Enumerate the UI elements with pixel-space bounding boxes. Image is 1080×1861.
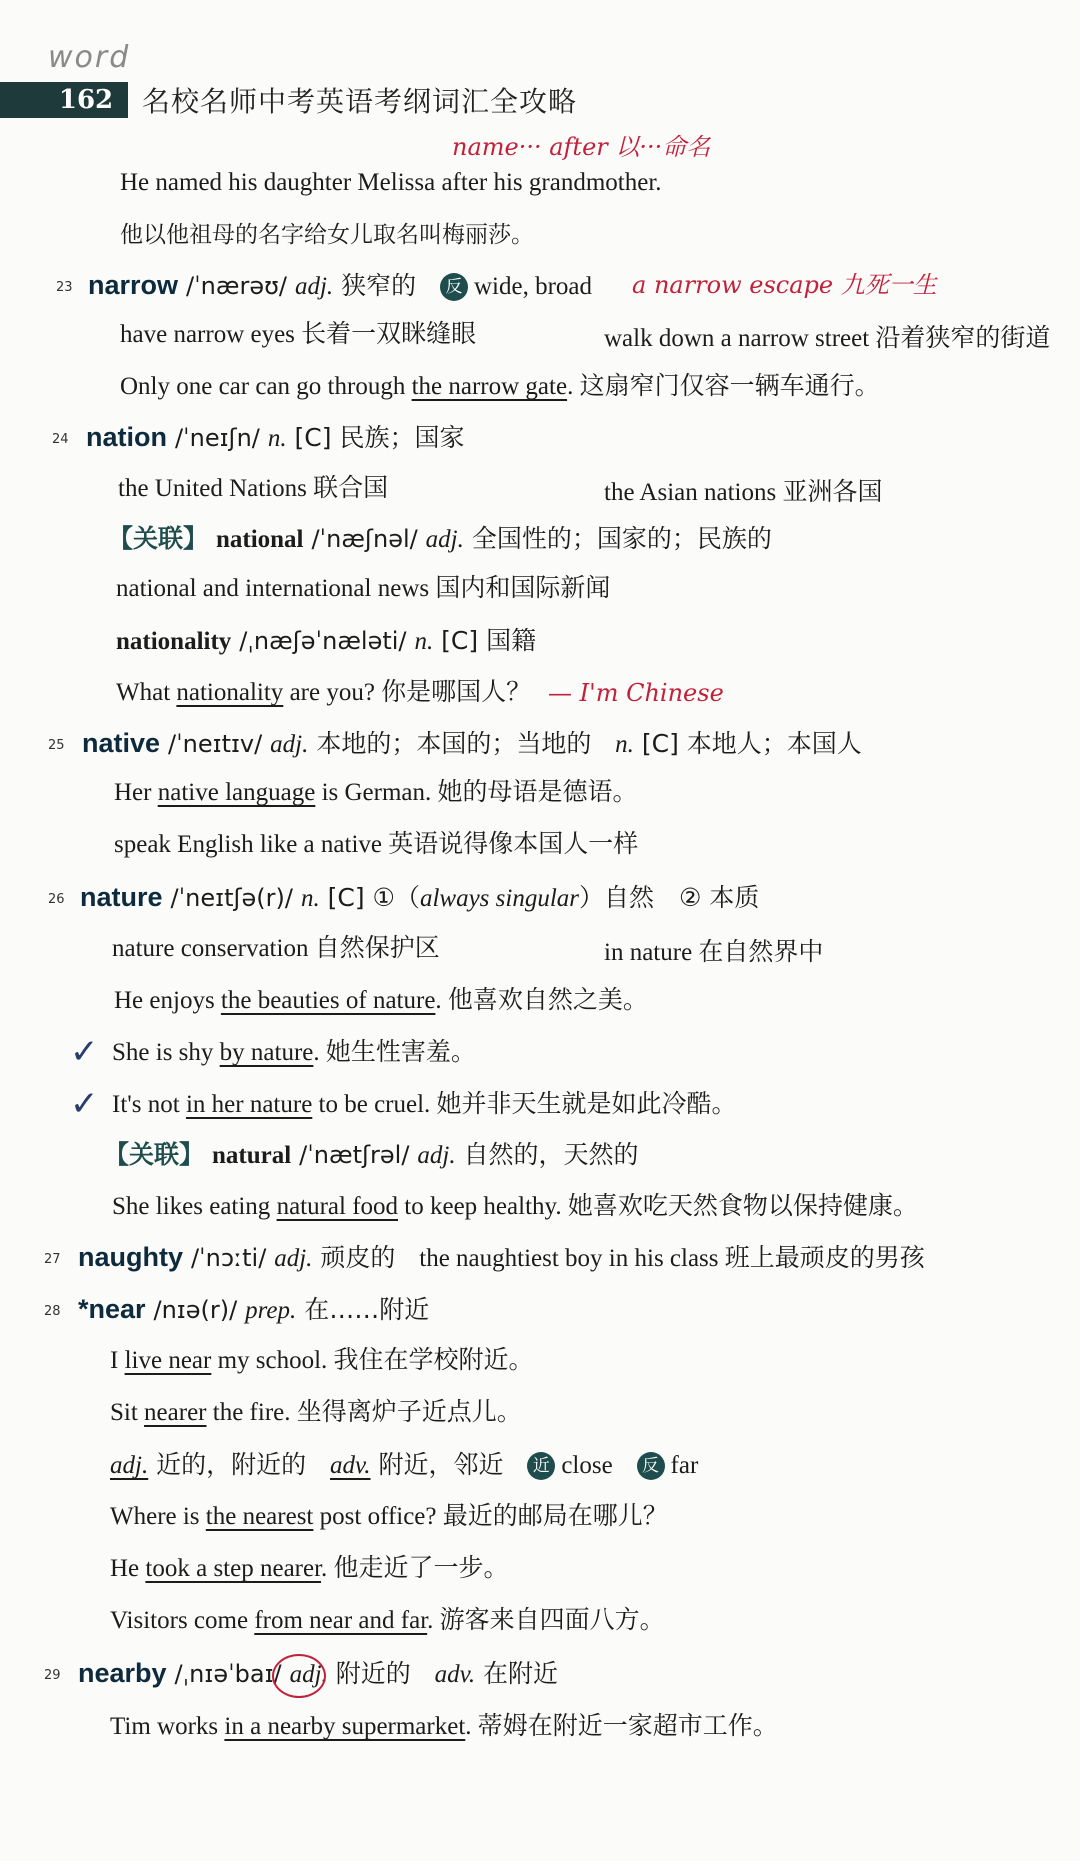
underlined-phrase: in her nature (185, 1091, 313, 1118)
underlined-phrase: the nearest (205, 1503, 314, 1530)
part-of-speech: n. (267, 425, 287, 452)
red-circle-annotation (272, 1654, 326, 1698)
part-of-speech: adj. (110, 1452, 149, 1479)
related-national (108, 522, 772, 557)
collocation: have narrow eyes 长着一双眯缝眼 (120, 321, 477, 348)
part-of-speech: n. (615, 731, 634, 758)
entry-native (82, 726, 862, 762)
part-of-speech: adj. (289, 1661, 328, 1688)
sentence-text: Tim works (110, 1713, 225, 1740)
definition: 附近的 (335, 1659, 411, 1688)
sentence-text: Where is (110, 1503, 206, 1530)
sentence-text: . 她生性害羞。 (313, 1039, 476, 1066)
synonym-badge: 近 (527, 1452, 555, 1480)
sentence-text: He (110, 1555, 146, 1582)
headword: nearby (78, 1658, 167, 1688)
entry-nature (80, 880, 759, 916)
underlined-phrase: natural food (276, 1193, 399, 1220)
headword: *near (78, 1294, 146, 1324)
definition: [C] 本地人；本国人 (641, 729, 862, 758)
sentence-text: Visitors come (110, 1607, 255, 1634)
underlined-phrase: nearer (144, 1399, 207, 1426)
headword: native (82, 728, 161, 758)
part-of-speech: adv. (330, 1452, 371, 1479)
phonetic: /ˈneɪtɪv/ (168, 730, 263, 758)
example-sentence (110, 1344, 534, 1378)
collocation: walk down a narrow street 沿着狭窄的街道 (604, 325, 1051, 352)
underlined-phrase: by nature (219, 1039, 314, 1066)
phonetic: /ˌnæʃəˈnæləti/ (239, 627, 407, 655)
part-of-speech: n. (300, 885, 320, 912)
underlined-phrase: native language (157, 779, 316, 806)
sentence-text: She is shy (112, 1039, 220, 1066)
sentence-text: Only one car can go through (120, 373, 412, 400)
part-of-speech: n. (414, 628, 434, 655)
underlined-phrase: from near and far (254, 1607, 428, 1634)
sentence-text: Sit (110, 1399, 145, 1426)
phonetic: /ˈnɔːti/ (190, 1244, 267, 1272)
annotation-name-after: name··· after 以···命名 (452, 133, 711, 161)
synonym: close (561, 1452, 613, 1479)
entry-number: 23 (56, 280, 73, 295)
entry-nation (86, 420, 464, 456)
example-sentence (114, 984, 648, 1018)
definition: ）自然 ② 本质 (579, 883, 760, 912)
handwritten-word: word (48, 40, 131, 75)
phonetic: /ˌnɪəˈbaɪ/ (174, 1660, 282, 1688)
definition: 狭窄的 (341, 271, 417, 300)
part-of-speech: adv. (434, 1661, 476, 1688)
headword: narrow (88, 270, 179, 300)
entry-number: 24 (52, 432, 69, 447)
underlined-phrase: the beauties of nature (220, 987, 436, 1014)
sentence-text: the fire. 坐得离炉子近点儿。 (206, 1399, 522, 1426)
sentence-text: . 他喜欢自然之美。 (435, 987, 648, 1014)
related-natural (104, 1138, 639, 1173)
sentence-text: are you? 你是哪国人？ (283, 679, 532, 706)
checkmark-icon: ✓ (70, 1032, 99, 1072)
part-of-speech: adj. (425, 526, 464, 553)
example-sentence (120, 370, 880, 404)
example-translation: 他以他祖母的名字给女儿取名叫梅丽莎。 (120, 222, 534, 248)
sentence-text: It's not (112, 1091, 186, 1118)
headword: nationality (116, 628, 232, 655)
example-sentence (112, 1036, 476, 1070)
sentence-text: What (116, 679, 177, 706)
sentence-text: . 蒂姆在附近一家超市工作。 (465, 1713, 778, 1740)
antonyms: wide, broad (473, 273, 592, 300)
sentence-text: He enjoys (114, 987, 221, 1014)
phonetic: /ˈnætʃrəl/ (299, 1141, 410, 1169)
antonym-badge: 反 (440, 273, 468, 301)
sentence-text: is German. 她的母语是德语。 (315, 779, 638, 806)
underlined-phrase: in a nearby supermarket (224, 1713, 466, 1740)
annotation-chinese: — I'm Chinese (548, 679, 724, 707)
entry-near (78, 1292, 429, 1328)
headword: nature (80, 882, 163, 912)
antonym-badge: 反 (637, 1452, 665, 1480)
entry-number: 26 (48, 892, 65, 907)
underlined-phrase: live near (124, 1347, 212, 1374)
sentence-text: Her (114, 779, 158, 806)
entry-number: 25 (48, 738, 65, 753)
example-sentence (110, 1396, 522, 1430)
annotation-narrow-escape: a narrow escape 九死一生 (632, 271, 937, 299)
underlined-phrase: the narrow gate (411, 373, 568, 400)
collocation: national and international news 国内和国际新闻 (116, 575, 611, 602)
checkmark-icon: ✓ (70, 1084, 99, 1124)
definition: 顽皮的 (320, 1243, 396, 1272)
page-number: 162 (58, 85, 114, 115)
part-of-speech: prep. (245, 1297, 297, 1324)
phonetic: /ˈneɪtʃə(r)/ (170, 884, 293, 912)
part-of-speech: adj. (417, 1142, 456, 1169)
part-of-speech: adj. (270, 731, 309, 758)
sentence-text: . 游客来自四面八方。 (427, 1607, 665, 1634)
sentence-text: to keep healthy. 她喜欢吃天然食物以保持健康。 (398, 1193, 918, 1220)
related-tag: 【关联】 (108, 524, 209, 553)
part-of-speech: adj. (274, 1245, 313, 1272)
phonetic: /ˈnærəʊ/ (185, 272, 287, 300)
example-sentence (110, 1710, 778, 1744)
definition: 本地的；本国的；当地的 (316, 729, 592, 758)
related-tag: 【关联】 (104, 1140, 205, 1169)
definition: 在……附近 (304, 1295, 430, 1324)
collocation: nature conservation 自然保护区 (112, 935, 440, 962)
part-of-speech: adj. (294, 273, 334, 300)
collocation: the United Nations 联合国 (118, 475, 389, 502)
example-sentence (114, 776, 638, 810)
definition: 自然的，天然的 (463, 1140, 639, 1169)
example-sentence (116, 676, 531, 710)
headword: naughty (78, 1242, 183, 1272)
sentence-text: post office? 最近的邮局在哪儿？ (313, 1503, 668, 1530)
phonetic: /ˈneɪʃn/ (174, 424, 260, 452)
example-sentence (110, 1500, 668, 1534)
headword: national (215, 526, 304, 553)
book-title: 名校名师中考英语考纲词汇全攻略 (142, 85, 578, 118)
entry-number: 28 (44, 1304, 61, 1319)
related-nationality (116, 624, 536, 659)
collocation: the Asian nations 亚洲各国 (604, 479, 883, 506)
collocation: the naughtiest boy in his class 班上最顽皮的男孩 (419, 1245, 925, 1272)
definition: [C] 国籍 (441, 626, 537, 655)
definition: 全国性的；国家的；民族的 (471, 524, 772, 553)
example-sentence (112, 1088, 737, 1122)
definition: [C] 民族；国家 (294, 423, 465, 452)
sentence-text: I (110, 1347, 125, 1374)
example-sentence (112, 1190, 918, 1224)
sentence-text: . 这扇窄门仅容一辆车通行。 (567, 373, 880, 400)
underlined-phrase: took a step nearer (145, 1555, 322, 1582)
collocation: speak English like a native 英语说得像本国人一样 (114, 831, 639, 858)
entry-naughty (78, 1240, 925, 1276)
entry-number: 29 (44, 1668, 61, 1683)
sentence-text: to be cruel. 她并非天生就是如此冷酷。 (312, 1091, 737, 1118)
usage-note: always singular (419, 885, 580, 912)
example-sentence: He named his daughter Melissa after his grandmother. (120, 169, 662, 196)
definition: 在附近 (483, 1659, 559, 1688)
definition: [C] ①（ (327, 883, 420, 912)
sentence-text: . 他走近了一步。 (321, 1555, 509, 1582)
sentence-text: my school. 我住在学校附近。 (211, 1347, 534, 1374)
headword: natural (211, 1142, 292, 1169)
antonym: far (670, 1452, 699, 1479)
phonetic: /nɪə(r)/ (153, 1296, 238, 1324)
sentence-text: She likes eating (112, 1193, 277, 1220)
definition: 附近，邻近 (378, 1450, 504, 1479)
headword: nation (86, 422, 167, 452)
collocation: in nature 在自然界中 (604, 939, 824, 966)
near-adj-adv (110, 1448, 698, 1483)
phonetic: /ˈnæʃnəl/ (311, 525, 418, 553)
definition: 近的，附近的 (156, 1450, 307, 1479)
example-sentence (110, 1552, 509, 1586)
example-sentence (110, 1604, 665, 1638)
entry-number: 27 (44, 1252, 61, 1267)
underlined-phrase: nationality (176, 679, 284, 706)
entry-narrow (88, 268, 592, 304)
